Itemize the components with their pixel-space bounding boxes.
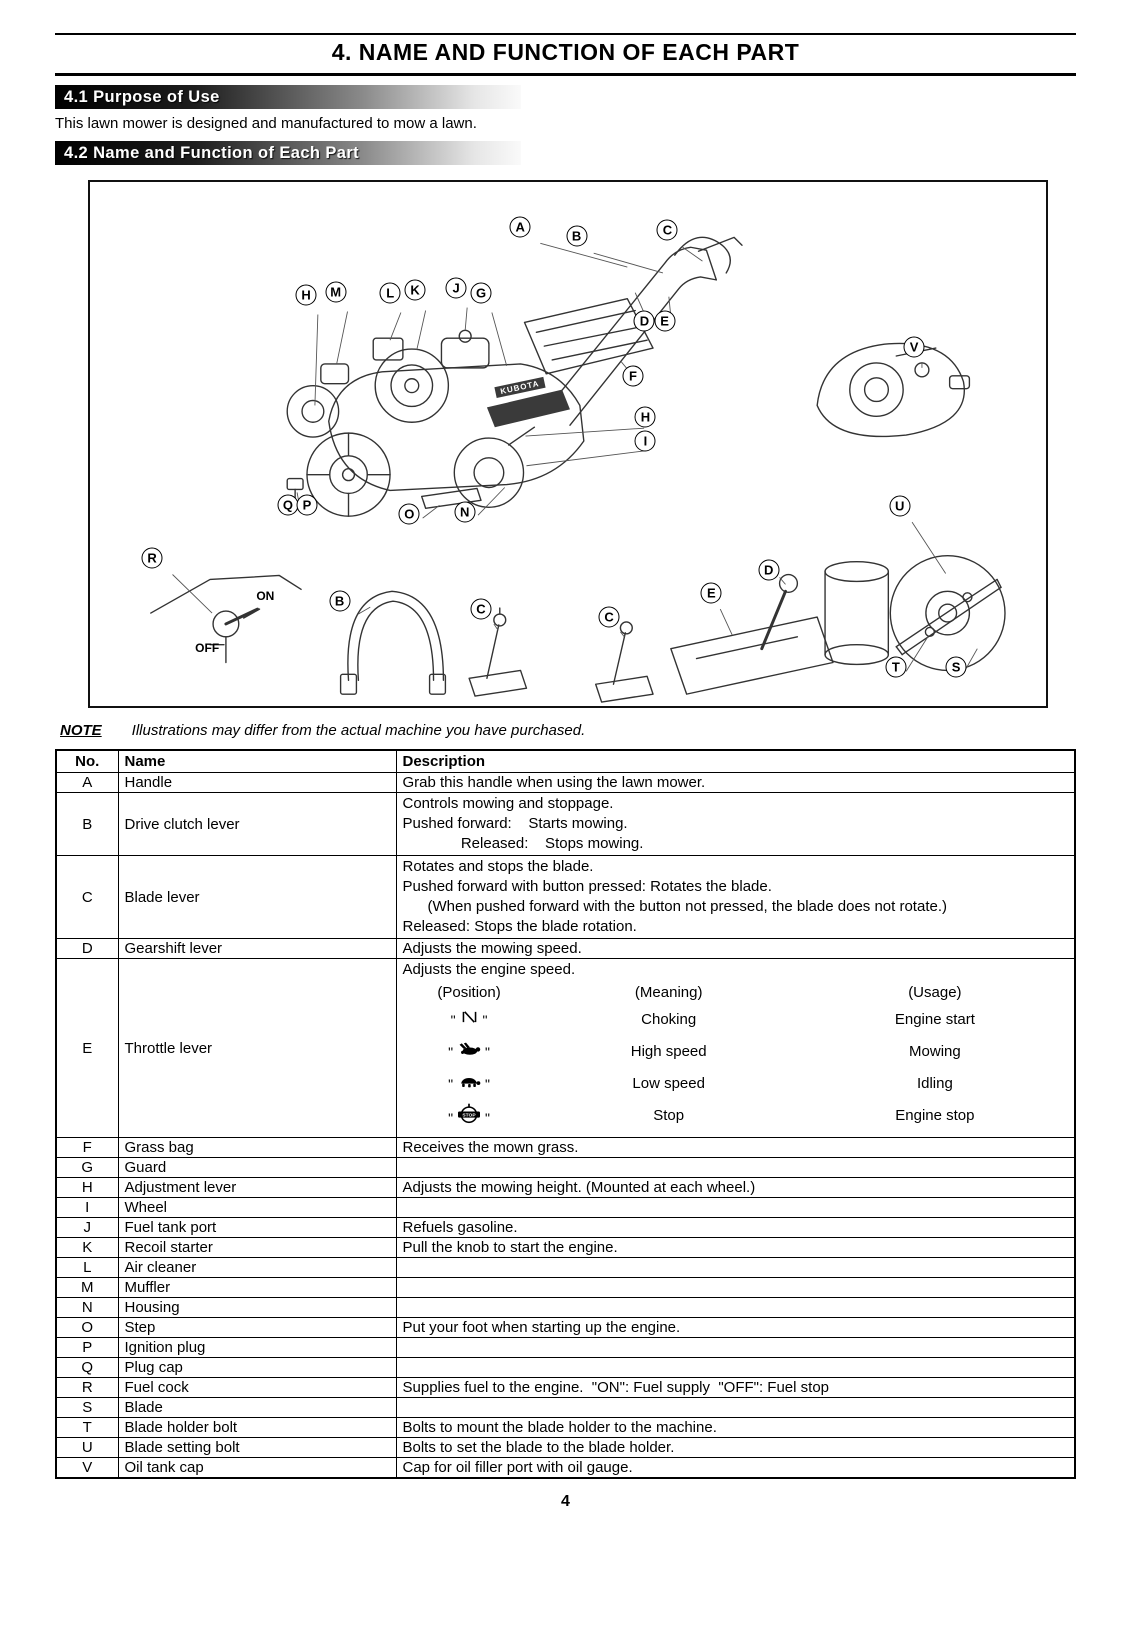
callout-H: H (296, 284, 317, 305)
part-desc-cell: Cap for oil filler port with oil gauge. (396, 1458, 1075, 1479)
table-row (56, 1438, 1075, 1458)
parts-table-body (56, 773, 1075, 1479)
part-name-cell: Drive clutch lever (118, 793, 396, 856)
choke-icon (460, 1006, 479, 1034)
part-desc-cell (396, 1338, 1075, 1358)
part-no-cell: P (56, 1338, 118, 1358)
callout-L: L (380, 282, 401, 303)
rabbit-icon (457, 1038, 481, 1066)
throttle-usage: Engine start (894, 1011, 975, 1028)
throttle-meaning: Stop (653, 1107, 685, 1124)
table-row (56, 1278, 1075, 1298)
part-desc-cell (396, 1298, 1075, 1318)
fuel-off-label: OFF (195, 641, 220, 656)
callout-B: B (566, 226, 587, 247)
diagram-box (88, 180, 1048, 708)
table-row (56, 1258, 1075, 1278)
callout-P: P (297, 495, 318, 516)
page-title: 4. NAME AND FUNCTION OF EACH PART (55, 33, 1076, 76)
callout-G: G (471, 282, 492, 303)
table-row (56, 1158, 1075, 1178)
parts-table (55, 749, 1076, 1479)
part-no-cell: M (56, 1278, 118, 1298)
quote-mark: " (485, 1110, 491, 1126)
quote-mark: " (482, 1012, 488, 1028)
quote-mark: " (450, 1012, 456, 1028)
callout-U: U (889, 496, 910, 517)
desc-line: Pushed forward with button pressed: Rotates the blade. (402, 878, 772, 895)
page-number: 4 (561, 1493, 570, 1510)
part-desc-cell (396, 1358, 1075, 1378)
callout-S: S (946, 657, 967, 678)
part-no-cell: H (56, 1178, 118, 1198)
turtle-icon (457, 1070, 481, 1098)
throttle-meaning: Choking (641, 1011, 697, 1028)
part-desc-cell (396, 793, 1075, 856)
callout-B: B (329, 591, 350, 612)
callout-D: D (758, 559, 779, 580)
throttle-meaning: High speed (630, 1043, 707, 1060)
table-row (56, 1178, 1075, 1198)
table-row (56, 1358, 1075, 1378)
throttle-col-usage: (Usage) (908, 984, 962, 1001)
part-name-cell: Wheel (118, 1198, 396, 1218)
part-no-cell: O (56, 1318, 118, 1338)
part-desc-cell: Grab this handle when using the lawn mower. (396, 773, 1075, 793)
part-desc-cell (396, 1158, 1075, 1178)
part-name-cell: Step (118, 1318, 396, 1338)
throttle-col-position: (Position) (437, 984, 501, 1001)
part-name-cell: Housing (118, 1298, 396, 1318)
part-no-cell: J (56, 1218, 118, 1238)
table-row (56, 939, 1075, 959)
part-desc-cell: Adjusts the mowing speed. (396, 939, 1075, 959)
note-row (55, 722, 1076, 739)
part-name-cell: Adjustment lever (118, 1178, 396, 1198)
table-row (56, 1418, 1075, 1438)
callout-E: E (654, 311, 675, 332)
part-name-cell: Blade holder bolt (118, 1418, 396, 1438)
quote-mark: " (448, 1110, 454, 1126)
table-row (56, 1218, 1075, 1238)
throttle-col-meaning: (Meaning) (634, 984, 703, 1001)
part-desc-cell: Bolts to set the blade to the blade holder. (396, 1438, 1075, 1458)
throttle-meaning: Low speed (632, 1075, 705, 1092)
purpose-text: This lawn mower is designed and manufactured to mow a lawn. (55, 115, 477, 132)
part-name-cell: Fuel tank port (118, 1218, 396, 1238)
quote-mark: " (448, 1076, 454, 1092)
callout-C: C (657, 220, 678, 241)
desc-line: Rotates and stops the blade. (402, 858, 594, 875)
table-row (56, 856, 1075, 939)
part-no-cell: B (56, 793, 118, 856)
part-name-cell: Plug cap (118, 1358, 396, 1378)
callout-D: D (634, 311, 655, 332)
part-no-cell: D (56, 939, 118, 959)
part-name-cell: Recoil starter (118, 1238, 396, 1258)
part-no-cell: E (56, 959, 118, 1138)
throttle-usage: Mowing (909, 1043, 961, 1060)
part-name-cell: Ignition plug (118, 1338, 396, 1358)
col-header-description: Description (396, 750, 1075, 773)
part-no-cell: T (56, 1418, 118, 1438)
callout-R: R (142, 547, 163, 568)
callout-K: K (405, 279, 426, 300)
svg-text:STOP: STOP (462, 1113, 476, 1119)
part-no-cell: G (56, 1158, 118, 1178)
col-header-name: Name (118, 750, 396, 773)
part-desc-cell: Receives the mown grass. (396, 1138, 1075, 1158)
table-row (56, 1318, 1075, 1338)
callout-V: V (904, 337, 925, 358)
brand-label: KUBOTA (495, 377, 546, 398)
part-no-cell: K (56, 1238, 118, 1258)
mower-illustration (90, 182, 1046, 706)
part-no-cell: S (56, 1398, 118, 1418)
part-desc-cell (396, 1258, 1075, 1278)
callout-A: A (510, 216, 531, 237)
part-no-cell: U (56, 1438, 118, 1458)
throttle-position (403, 1068, 536, 1100)
callout-E: E (701, 583, 722, 604)
desc-line: Released: Stops mowing. (402, 835, 644, 852)
table-row (56, 1298, 1075, 1318)
part-name-cell: Fuel cock (118, 1378, 396, 1398)
table-row (56, 959, 1075, 1138)
quote-mark: " (448, 1044, 454, 1060)
section-heading-4-1: 4.1 Purpose of Use (55, 85, 521, 109)
callout-H: H (635, 407, 656, 428)
part-desc-cell: Bolts to mount the blade holder to the machine. (396, 1418, 1075, 1438)
table-row (56, 1198, 1075, 1218)
desc-line: Released: Stops the blade rotation. (402, 918, 637, 935)
quote-mark: " (485, 1076, 491, 1092)
callout-F: F (623, 365, 644, 386)
part-desc-cell: Refuels gasoline. (396, 1218, 1075, 1238)
throttle-position (403, 1036, 536, 1068)
part-name-cell: Handle (118, 773, 396, 793)
throttle-position (403, 1100, 536, 1136)
callout-C: C (599, 606, 620, 627)
part-name-cell: Muffler (118, 1278, 396, 1298)
callout-I: I (635, 430, 656, 451)
part-desc-cell: Adjusts the mowing height. (Mounted at each wheel.) (396, 1178, 1075, 1198)
callout-J: J (446, 277, 467, 298)
callout-O: O (399, 504, 420, 525)
part-name-cell: Throttle lever (118, 959, 396, 1138)
callout-N: N (454, 502, 475, 523)
part-no-cell: F (56, 1138, 118, 1158)
part-name-cell: Air cleaner (118, 1258, 396, 1278)
fuel-on-label: ON (256, 588, 275, 603)
throttle-intro: Adjusts the engine speed. (402, 961, 576, 978)
part-no-cell: I (56, 1198, 118, 1218)
table-row (56, 1378, 1075, 1398)
part-desc-cell: Put your foot when starting up the engine. (396, 1318, 1075, 1338)
part-name-cell: Oil tank cap (118, 1458, 396, 1479)
callout-C: C (471, 599, 492, 620)
part-no-cell: A (56, 773, 118, 793)
table-row (56, 1238, 1075, 1258)
part-name-cell: Blade (118, 1398, 396, 1418)
part-desc-cell: Pull the knob to start the engine. (396, 1238, 1075, 1258)
table-row (56, 773, 1075, 793)
part-no-cell: C (56, 856, 118, 939)
throttle-table (403, 980, 1069, 1136)
callout-T: T (885, 657, 906, 678)
col-header-no: No. (56, 750, 118, 773)
throttle-usage: Idling (916, 1075, 953, 1092)
part-no-cell: V (56, 1458, 118, 1479)
note-text: Illustrations may differ from the actual machine you have purchased. (131, 722, 586, 739)
part-desc-cell (396, 1278, 1075, 1298)
manual-page (55, 33, 1076, 1511)
callout-M: M (325, 281, 346, 302)
quote-mark: " (485, 1044, 491, 1060)
part-name-cell: Blade lever (118, 856, 396, 939)
part-desc-cell (396, 1398, 1075, 1418)
table-row (56, 793, 1075, 856)
desc-line: (When pushed forward with the button not pressed, the blade does not rotate.) (402, 898, 947, 915)
stop-icon (457, 1102, 481, 1134)
table-header-row (56, 750, 1075, 773)
part-no-cell: R (56, 1378, 118, 1398)
note-label: NOTE (60, 722, 102, 739)
desc-line: Pushed forward: Starts mowing. (402, 815, 628, 832)
throttle-position (403, 1004, 536, 1036)
part-name-cell: Grass bag (118, 1138, 396, 1158)
callout-Q: Q (277, 495, 298, 516)
part-desc-cell (396, 856, 1075, 939)
part-name-cell: Gearshift lever (118, 939, 396, 959)
part-desc-cell: Supplies fuel to the engine. "ON": Fuel supply "OFF": Fuel stop (396, 1378, 1075, 1398)
desc-line: Controls mowing and stoppage. (402, 795, 614, 812)
part-no-cell: N (56, 1298, 118, 1318)
table-row (56, 1338, 1075, 1358)
table-row (56, 1138, 1075, 1158)
part-no-cell: Q (56, 1358, 118, 1378)
diagram-canvas (90, 182, 1046, 706)
part-name-cell: Guard (118, 1158, 396, 1178)
part-desc-cell (396, 1198, 1075, 1218)
throttle-usage: Engine stop (895, 1107, 975, 1124)
part-no-cell: L (56, 1258, 118, 1278)
table-row (56, 1398, 1075, 1418)
section-heading-4-2: 4.2 Name and Function of Each Part (55, 141, 521, 165)
table-row (56, 1458, 1075, 1479)
part-name-cell: Blade setting bolt (118, 1438, 396, 1458)
part-desc-cell (396, 959, 1075, 1138)
